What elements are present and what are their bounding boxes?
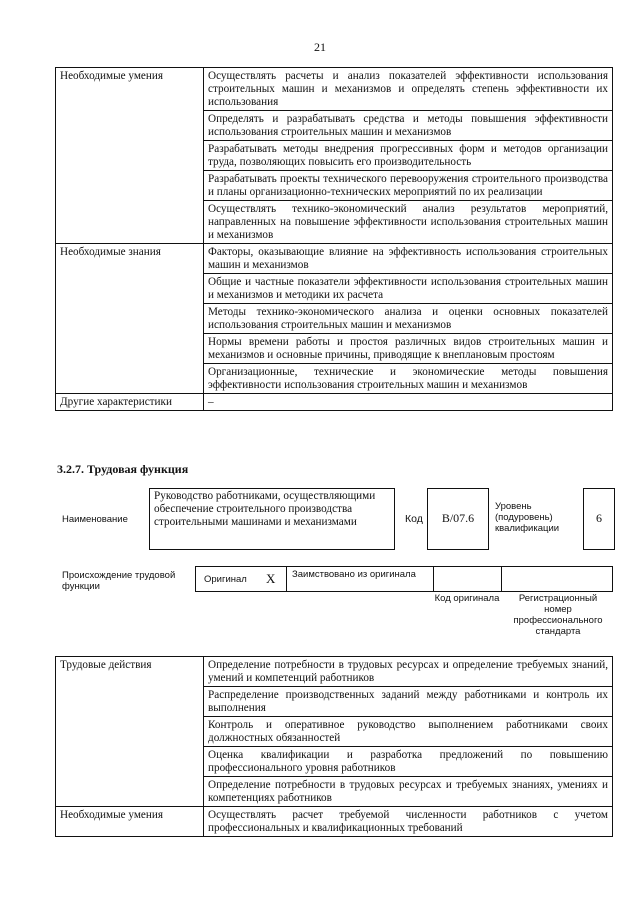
level-box <box>583 488 615 550</box>
reg-caption: Регистрационный номер профессионального стандарта <box>513 593 603 637</box>
row-label-actions: Трудовые действия <box>56 657 204 807</box>
table-row <box>56 657 613 687</box>
table-cell: Определение потребности в трудовых ресурсах и определение требуемых знаний, умений и компетенций работников <box>204 657 613 687</box>
original-label: Оригинал <box>204 574 247 585</box>
level-value: 6 <box>596 511 602 525</box>
table-cell: Общие и частные показатели эффективности использования строительных машин и механизмов и методики их расчета <box>204 274 613 304</box>
divider <box>286 567 287 591</box>
name-label: Наименование <box>62 514 128 525</box>
table-cell: Разрабатывать методы внедрения прогрессивных форм и методов организации труда, позволяющих повысить его производительность <box>204 141 613 171</box>
code-caption: Код оригинала <box>434 593 500 604</box>
table-cell: Нормы времени работы и простоя различных видов строительных машин и механизмов и основные причины, приводящие к внеплановым простоям <box>204 334 613 364</box>
origin-label: Происхождение трудовой функции <box>62 570 176 592</box>
page-number: 21 <box>314 40 326 54</box>
divider <box>501 567 502 591</box>
code-label: Код <box>405 513 423 525</box>
table-cell: Определять и разрабатывать средства и методы повышения эффективности использования строительных машин и механизмов <box>204 111 613 141</box>
table-cell: Методы технико-экономического анализа и оценки основных показателей использования строительных машин и механизмов <box>204 304 613 334</box>
row-label-skills-2: Необходимые умения <box>56 807 204 837</box>
function-name-box <box>149 488 395 550</box>
divider <box>433 567 434 591</box>
original-mark: X <box>266 571 276 586</box>
row-label-skills: Необходимые умения <box>56 68 204 244</box>
table-cell: – <box>204 394 613 411</box>
table-cell: Определение потребности в трудовых ресурсах и требуемых знаниях, умениях и компетенциях работников <box>204 777 613 807</box>
table-cell: Контроль и оперативное руководство выполнением работниками своих должностных обязанностей <box>204 717 613 747</box>
table-cell: Распределение производственных заданий между работниками и контроль их выполнения <box>204 687 613 717</box>
function-name-value: Руководство работниками, осуществляющими обеспечение строительного производства строительными машинами и механизмами <box>154 490 376 528</box>
table-cell: Разрабатывать проекты технического перевооружения строительного производства и планы организационно-технических мероприятий по их реализации <box>204 171 613 201</box>
row-label-knowledge: Необходимые знания <box>56 244 204 394</box>
origin-row <box>195 566 613 592</box>
table-cell: Организационные, технические и экономические методы повышения эффективности использования строительных машин и механизмов <box>204 364 613 394</box>
table-row <box>56 68 613 111</box>
requirements-table <box>55 67 613 411</box>
code-value: B/07.6 <box>441 511 475 525</box>
table-cell: Осуществлять технико-экономический анализ результатов мероприятий, направленных на повышение эффективности использования строительных машин и механизмов <box>204 201 613 244</box>
level-label: Уровень (подуровень) квалификации <box>495 501 560 534</box>
table-row <box>56 807 613 837</box>
table-cell: Оценка квалификации и разработка предложений по повышению профессионального уровня работников <box>204 747 613 777</box>
table-cell: Осуществлять расчеты и анализ показателей эффективности использования строительных машин и механизмов и определять степень эффективности их использования <box>204 68 613 111</box>
table-cell: Факторы, оказывающие влияние на эффективность использования строительных машин и механизмов <box>204 244 613 274</box>
table-row <box>56 244 613 274</box>
row-label-other: Другие характеристики <box>56 394 204 411</box>
section-heading: 3.2.7. Трудовая функция <box>57 462 189 476</box>
code-box <box>427 488 489 550</box>
borrowed-label: Заимствовано из оригинала <box>292 569 416 580</box>
table-cell: Осуществлять расчет требуемой численности работников с учетом профессиональных и квалификационных требований <box>204 807 613 837</box>
table-row <box>56 394 613 411</box>
actions-table <box>55 656 613 837</box>
